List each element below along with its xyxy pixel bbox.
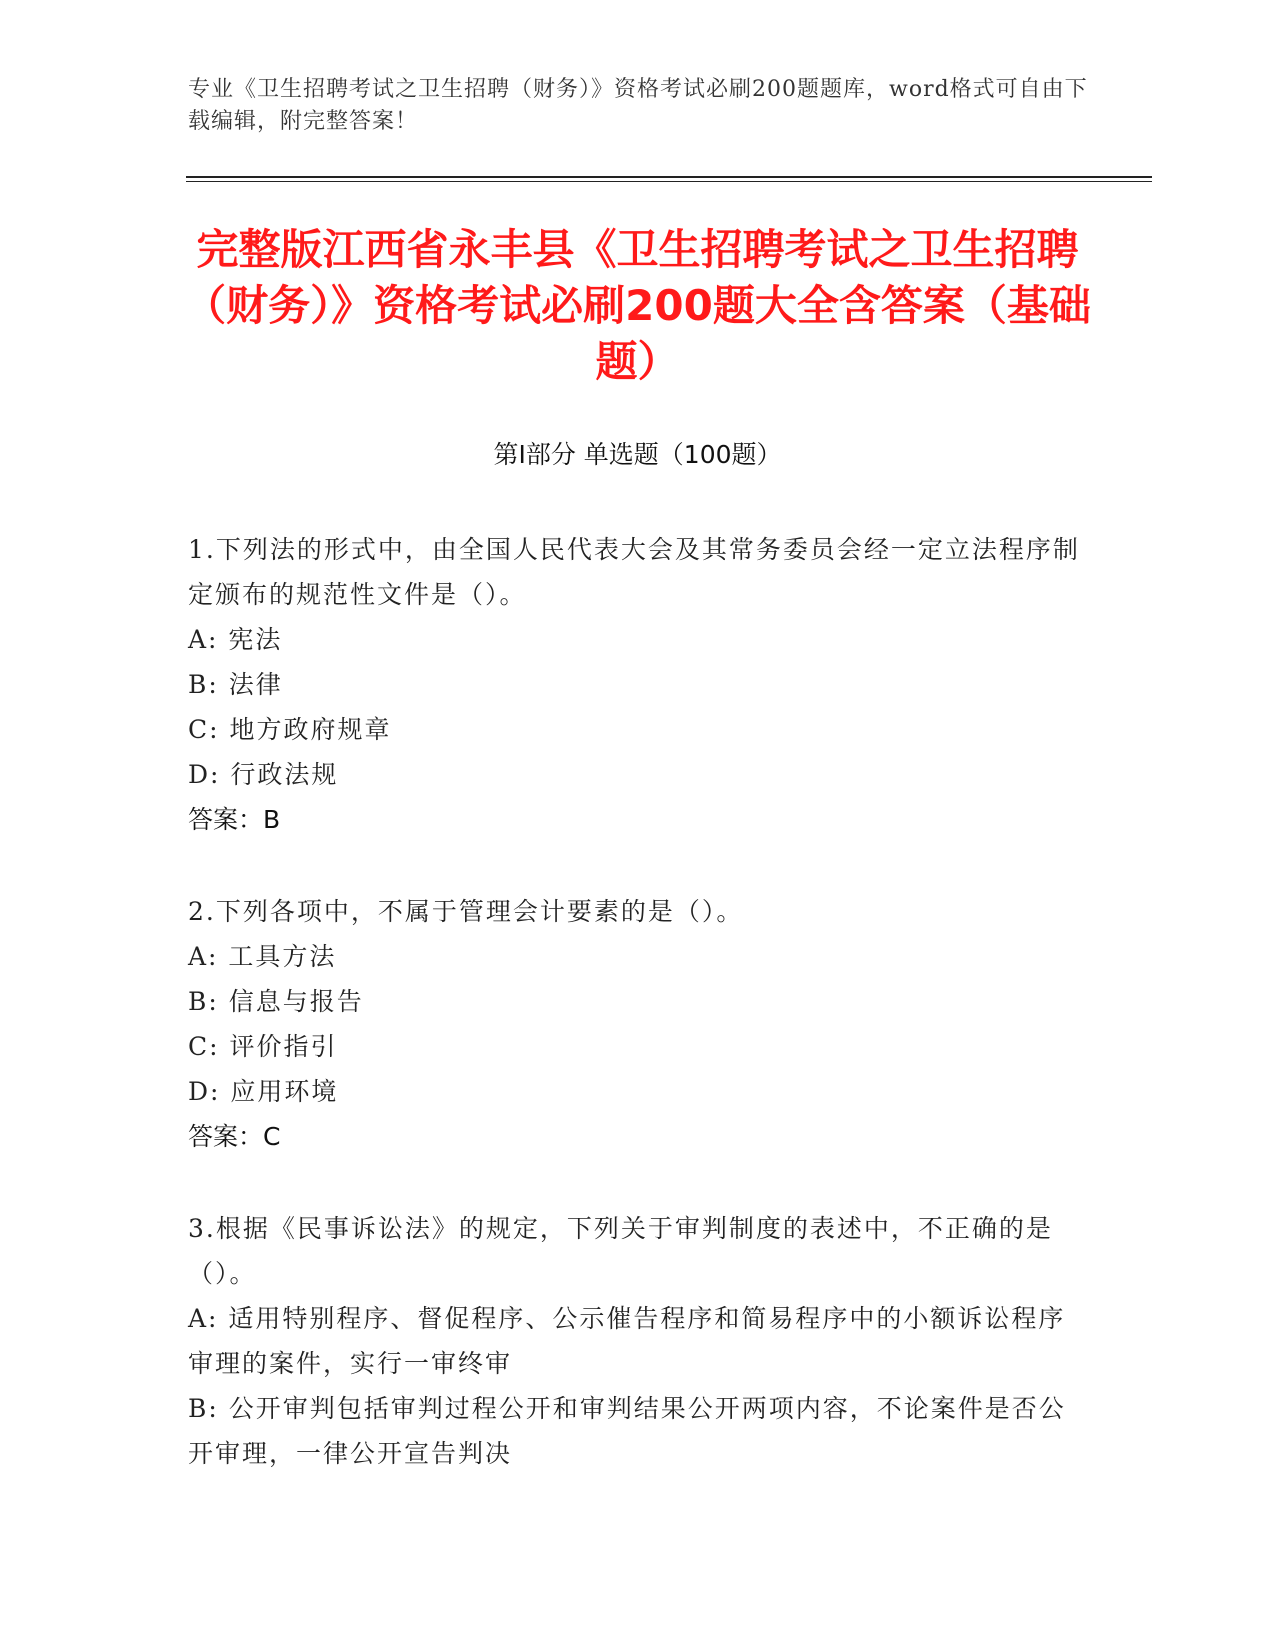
- option-a: A: 适用特别程序、督促程序、公示催告程序和简易程序中的小额诉讼程序审理的案件，实行一审终审: [188, 1304, 1066, 1378]
- question-list: [188, 527, 1088, 1523]
- option-b: B: 法律: [188, 670, 283, 699]
- answer-line: 答案：B: [188, 805, 281, 834]
- question-1: [188, 527, 1088, 842]
- header-divider-thin: [186, 181, 1152, 182]
- question-stem: 1.下列法的形式中，由全国人民代表大会及其常务委员会经一定立法程序制定颁布的规范性文件是（）。: [188, 535, 1080, 609]
- document-title: 完整版江西省永丰县《卫生招聘考试之卫生招聘（财务）》资格考试必刷200题大全含答案（基础题）: [184, 225, 1091, 386]
- header-note: 专业《卫生招聘考试之卫生招聘（财务）》资格考试必刷200题题库，word格式可自由下载编辑，附完整答案！: [188, 77, 1088, 134]
- option-a: A: 工具方法: [188, 942, 337, 971]
- question-stem: 3.根据《民事诉讼法》的规定，下列关于审判制度的表述中，不正确的是（）。: [188, 1214, 1053, 1288]
- option-d: D: 应用环境: [188, 1077, 339, 1106]
- header-divider: [186, 176, 1152, 178]
- option-d: D: 行政法规: [188, 760, 339, 789]
- question-2: [188, 889, 1088, 1159]
- option-a: A: 宪法: [188, 625, 283, 654]
- section-heading: 第Ⅰ部分 单选题（100题）: [493, 440, 782, 469]
- option-b: B: 公开审判包括审判过程公开和审判结果公开两项内容，不论案件是否公开审理，一律公开宣告判决: [188, 1394, 1066, 1468]
- answer-line: 答案：C: [188, 1122, 281, 1151]
- question-stem: 2.下列各项中，不属于管理会计要素的是（）。: [188, 897, 744, 926]
- option-b: B: 信息与报告: [188, 987, 364, 1016]
- question-3: [188, 1206, 1088, 1476]
- option-c: C: 评价指引: [188, 1032, 338, 1061]
- option-c: C: 地方政府规章: [188, 715, 392, 744]
